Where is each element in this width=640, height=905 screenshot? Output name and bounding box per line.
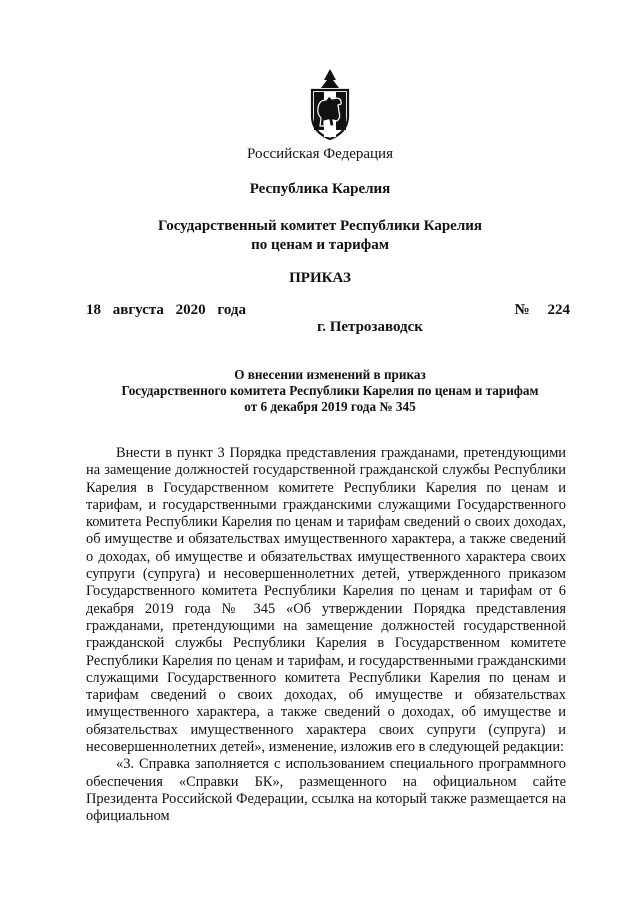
committee-name-line1: Государственный комитет Республики Карелия bbox=[158, 218, 482, 234]
subject-line2: Государственного комитета Республики Карелия по ценам и тарифам bbox=[121, 383, 539, 398]
country-name: Российская Федерация bbox=[247, 146, 393, 162]
karelia-coat-of-arms-icon bbox=[308, 68, 352, 140]
committee-name bbox=[0, 217, 640, 255]
subject-line3: от 6 декабря 2019 года № 345 bbox=[244, 399, 416, 414]
subject-line1: О внесении изменений в приказ bbox=[234, 367, 426, 382]
committee-name-line2: по ценам и тарифам bbox=[251, 237, 389, 253]
date-number-row bbox=[86, 302, 570, 319]
document-subject bbox=[10, 367, 640, 415]
body-paragraph: Внести в пункт 3 Порядка представления гражданами, претендующими на замещение должностей государственной гражданской службы Республики Карелия в Государственном комитете Республики Карелия по ценам и тарифам, и государственными гражданскими служащими Государственного комитета Республики Карелия по ценам и тарифам сведений о своих доходах, об имуществе и обязательствах имущественного характера, а также сведений о доходах, об имуществе и обязательствах имущественного характера своих супруги (супруга) и несовершеннолетних детей, утвержденного приказом Государственного комитета Республики Карелия по ценам и тарифам от 6 декабря 2019 года № 345 «Об утверждении Порядка представления гражданами, претендующими на замещение должностей государственной гражданской службы Республики Карелия в Государственном комитете Республики Карелия по ценам и тарифам, и государственными гражданскими служащими Государственного комитета Республики Карелия по ценам и тарифам сведений о своих доходах, об имуществе и обязательствах имущественного характера, а также сведений о доходах, об имуществе и обязательствах имущественного характера своих супруги (супруга) и несовершеннолетних детей», изменение, изложив его в следующей редакции: bbox=[86, 445, 566, 756]
document-number: № 224 bbox=[514, 302, 570, 318]
document-type: ПРИКАЗ bbox=[289, 270, 351, 286]
document-city: г. Петрозаводск bbox=[317, 319, 423, 335]
document-body bbox=[86, 445, 566, 826]
body-paragraph: «3. Справка заполняется с использованием специального программного обеспечения «Справки БК», размещенного на официальном сайте Президента Российской Федерации, ссылка на который также размещается на официальном bbox=[86, 756, 566, 825]
document-date: 18 августа 2020 года bbox=[86, 302, 247, 318]
republic-name: Республика Карелия bbox=[249, 181, 391, 197]
